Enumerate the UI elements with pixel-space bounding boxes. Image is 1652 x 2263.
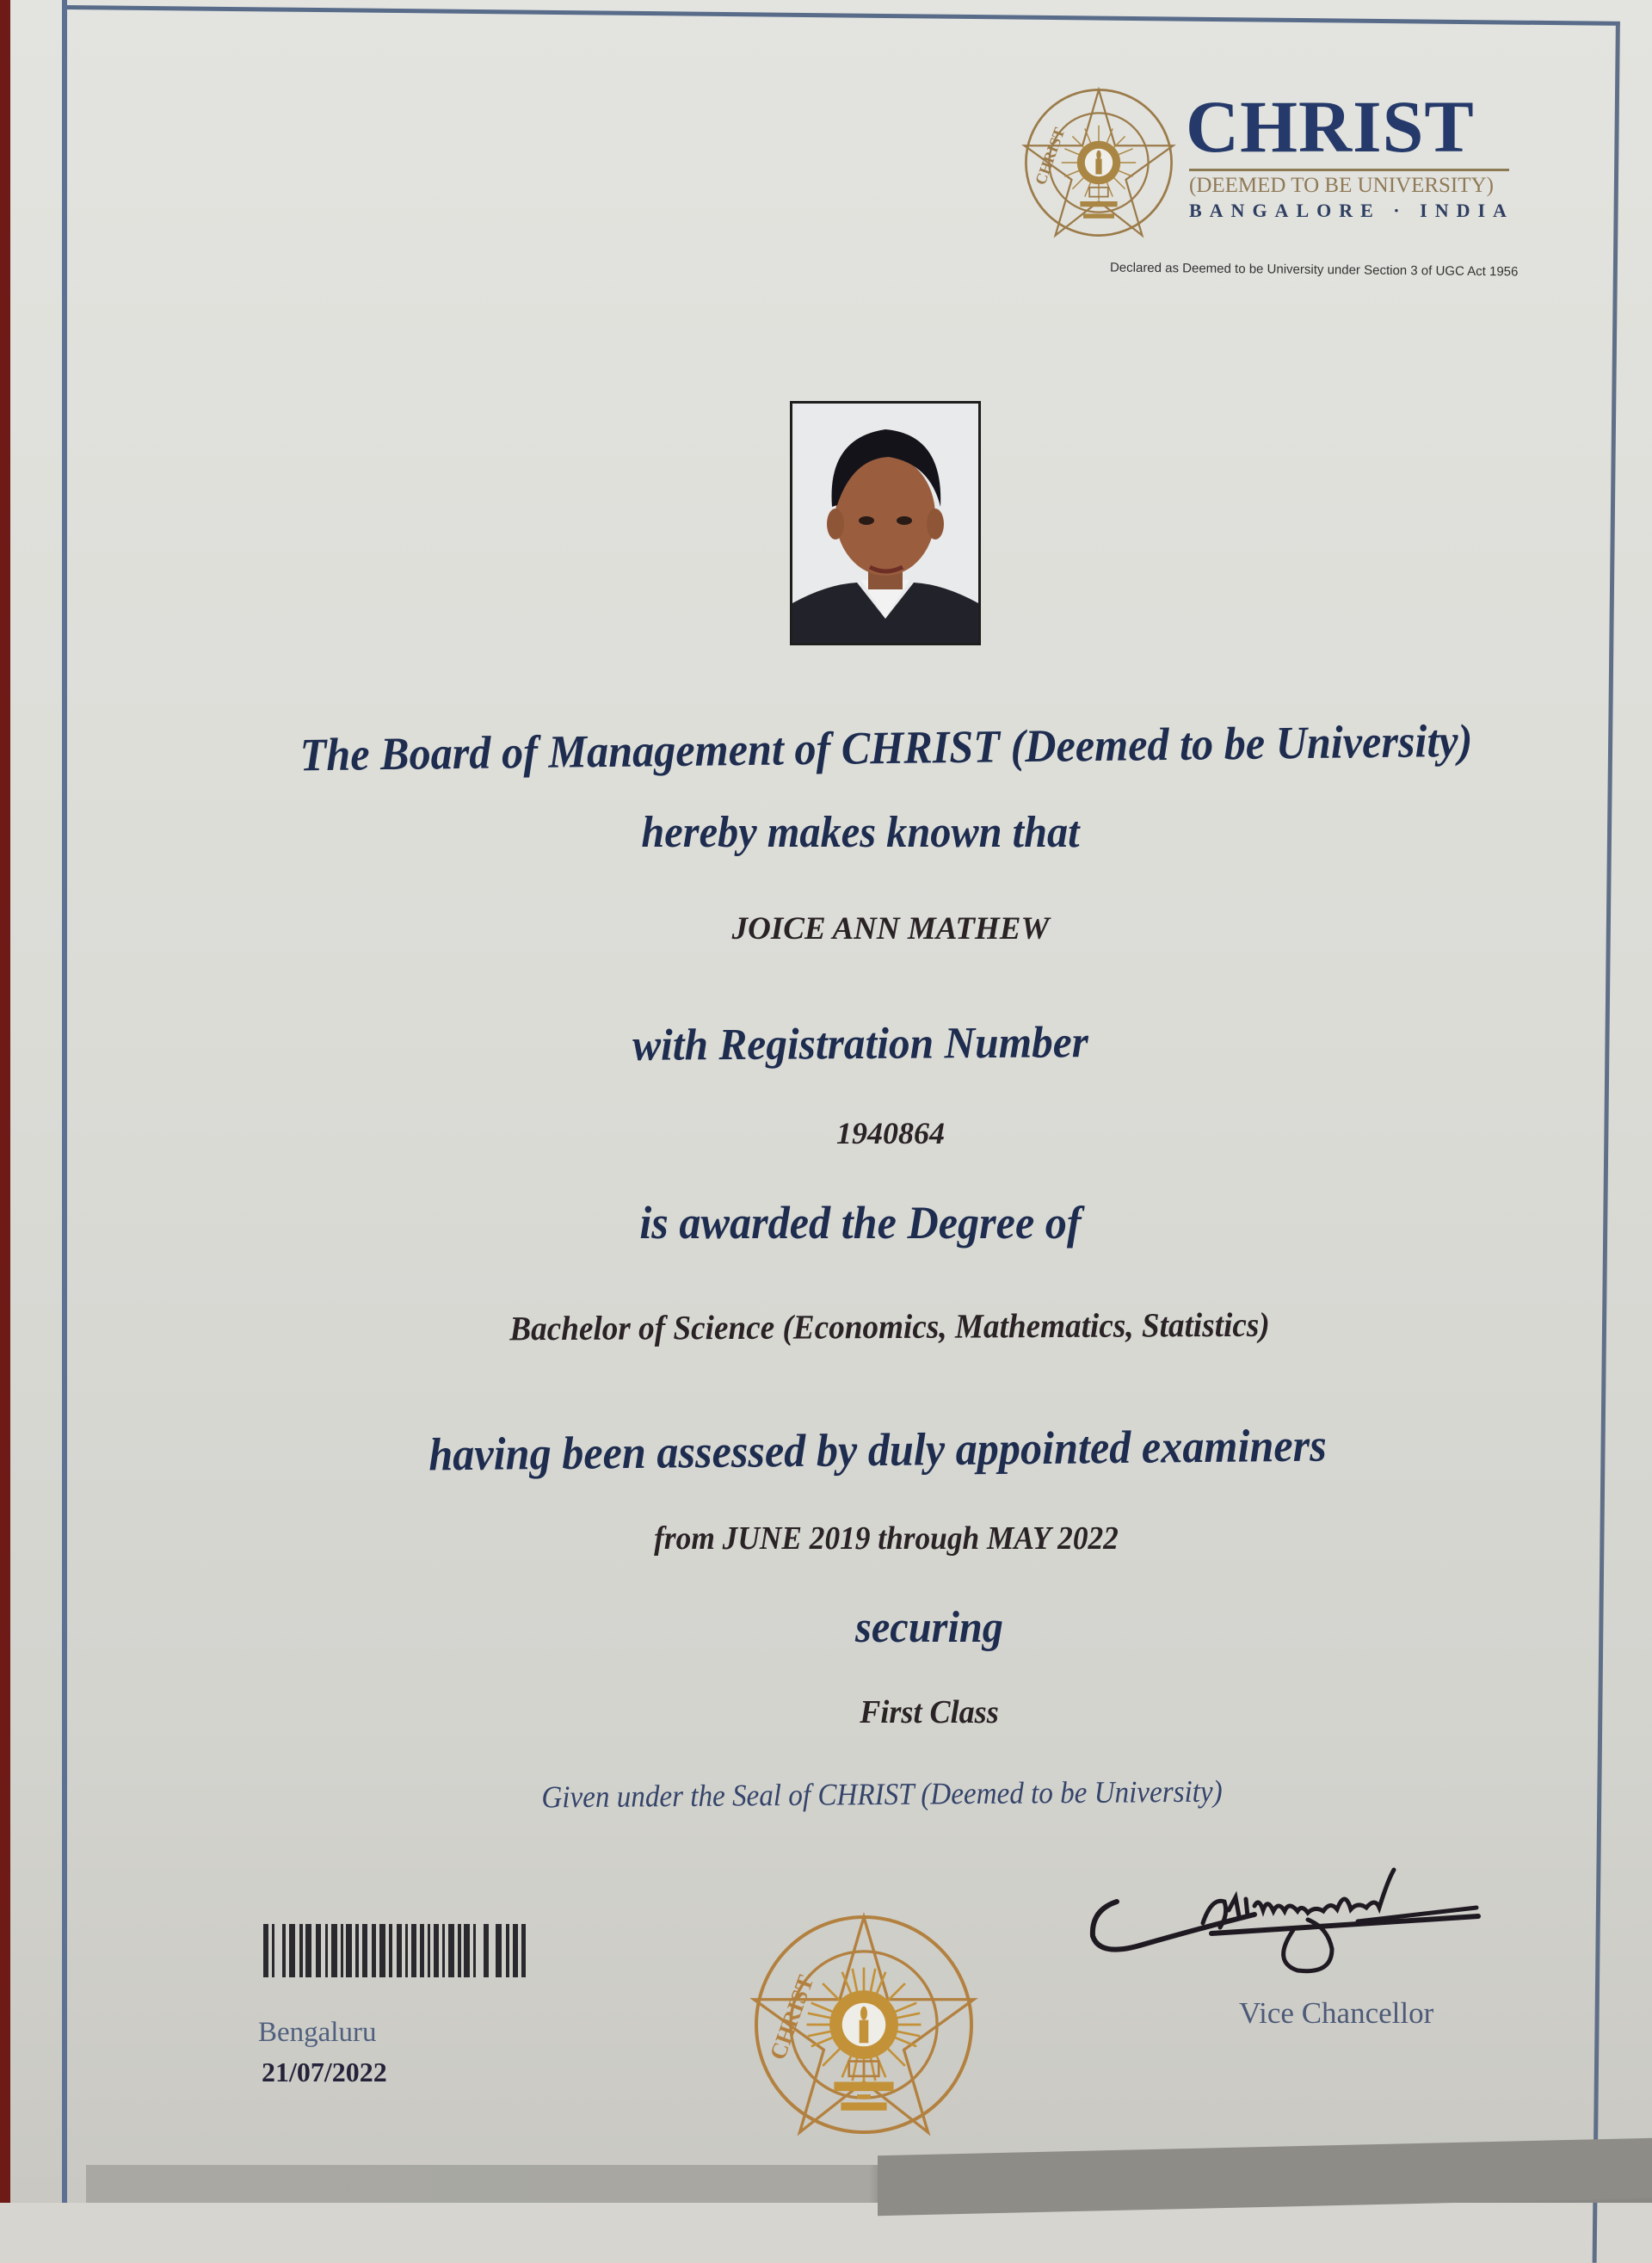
brand-subtitle: (DEEMED TO BE UNIVERSITY): [1189, 174, 1494, 197]
hereby-statement: hereby makes known that: [641, 808, 1080, 857]
ugc-declaration: Declared as Deemed to be University under Section 3 of UGC Act 1956: [1109, 260, 1519, 280]
svg-text:CHRIST: CHRIST: [764, 1971, 819, 2063]
securing-label: securing: [855, 1603, 1003, 1652]
issue-date: 21/07/2022: [262, 2056, 387, 2087]
student-portrait-icon: [792, 404, 978, 643]
svg-text:CHRIST: CHRIST: [1031, 125, 1069, 188]
university-seal-stamp-icon: [747, 1910, 981, 2139]
assessment-statement: having been assessed by duly appointed examiners: [428, 1419, 1328, 1481]
registration-label: with Registration Number: [632, 1018, 1089, 1070]
student-photo: [790, 401, 981, 645]
brand-divider: [1189, 169, 1509, 171]
board-statement: The Board of Management of CHRIST (Deemed to be University): [299, 714, 1473, 781]
student-name: JOICE ANN MATHEW: [731, 911, 1050, 947]
vice-chancellor-signature-icon: [1082, 1863, 1487, 1975]
signatory-title: Vice Chancellor: [1239, 1996, 1434, 2030]
degree-title: Bachelor of Science (Economics, Mathematics, Statistics): [509, 1304, 1270, 1348]
award-statement: is awarded the Degree of: [639, 1197, 1082, 1249]
study-period: from JUNE 2019 through MAY 2022: [654, 1520, 1119, 1557]
brand-location: BANGALORE · INDIA: [1189, 200, 1514, 221]
seal-statement: Given under the Seal of CHRIST (Deemed to be University): [541, 1773, 1223, 1815]
university-seal-icon: [1019, 85, 1179, 240]
class-result: First Class: [860, 1694, 999, 1730]
barcode-icon: [263, 1924, 532, 1977]
issue-place: Bengaluru: [258, 2017, 377, 2048]
brand-name: CHRIST: [1186, 85, 1475, 168]
registration-number: 1940864: [836, 1116, 945, 1150]
